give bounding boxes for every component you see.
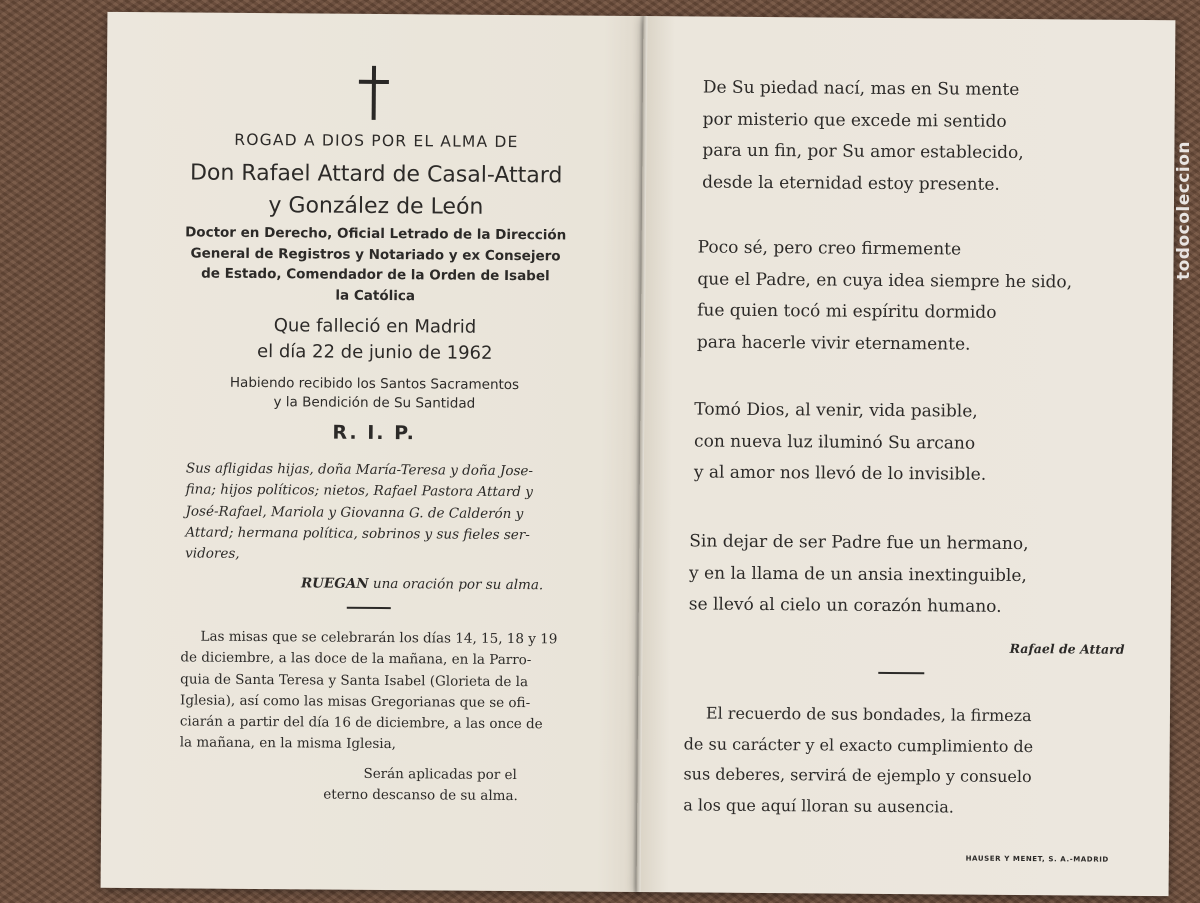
family-line: vidores, [185,545,240,563]
poem-line: se llevó al cielo un corazón humano. [688,594,1002,617]
family-line: Sus afligidas hijas, doña María-Teresa y doña Jose- [185,460,534,480]
sacraments-line1: Habiendo recibido los Santos Sacramentos [229,374,520,394]
masses-line: quia de Santa Teresa y Santa Isabel (Glorieta de la [180,671,529,690]
family-line: José-Rafael, Mariola y Giovanna G. de Calderón y [185,503,524,522]
closing-line: de su carácter y el exacto cumplimiento de [683,733,1034,756]
closing-line: sus deberes, servirá de ejemplo y consuelo [683,764,1032,787]
left-page [101,12,648,892]
poem-line: con nueva luz iluminó Su arcano [694,430,976,454]
deceased-name-line1: Don Rafael Attard de Casal-Attard [189,160,563,189]
titles-line: General de Registros y Notariado y ex Consejero [190,244,561,264]
masses-line: de diciembre, a las doce de la mañana, en la Parro- [180,649,532,669]
family-line: fina; hijos políticos; nietos, Rafael Pastora Attard y [185,481,533,501]
poem-line: fue quien tocó mi espíritu dormido [697,300,997,323]
poem-line: que el Padre, en cuya idea siempre he sido, [697,268,1073,292]
closing-line: a los que aquí lloran su ausencia. [683,794,954,816]
masses-line: Las misas que se celebrarán los días 14, 15, 18 y 19 [200,628,558,648]
family-line: Attard; hermana política, sobrinos y sus fieles ser- [185,524,530,544]
divider [878,672,924,674]
printer-credit: HAUSER Y MENET, S. A.-MADRID [965,854,1109,864]
divider [347,607,391,609]
rip-text: R. I. P. [332,421,416,445]
request-line [301,575,543,593]
applied-line1: Serán aplicadas por el [363,765,517,784]
poem-stanza-2 [697,232,1073,361]
family-block [185,458,586,568]
masses-line: ciarán a partir del día 16 de diciembre, a las once de [179,713,543,733]
memorial-card [101,12,1176,896]
masses-block [180,626,591,757]
applied-line2: eterno descanso de su alma. [323,786,518,805]
titles-line: Doctor en Derecho, Oficial Letrado de la Dirección [185,224,567,244]
poem-line: De Su piedad nací, mas en Su mente [702,77,1020,100]
closing-line: El recuerdo de sus bondades, la firmeza [705,703,1032,726]
poem-line: para hacerle vivir eternamente. [696,331,971,355]
titles-line: la Católica [335,287,416,304]
poem-line: Poco sé, pero creo firmemente [697,237,962,260]
poem-stanza-1 [702,72,1024,201]
sacraments-line2: y la Bendición de Su Santidad [273,394,476,412]
masses-line: Iglesia), así como las misas Gregorianas que se ofi- [179,692,531,712]
poem-line: desde la eternidad estoy presente. [702,171,1000,195]
death-line2: el día 22 de junio de 1962 [257,341,493,364]
closing-block [683,698,1033,823]
right-page [637,16,1176,896]
poem-stanza-3 [694,394,987,491]
cross-icon [359,66,389,120]
poem-line: y en la llama de un ansia inextinguible, [688,562,1027,586]
titles-line: de Estado, Comendador de la Orden de Isabel [201,265,550,285]
titles-block [165,222,586,307]
request-bold: RUEGAN [300,575,369,592]
poem-line: Sin dejar de ser Padre fue un hermano, [689,531,1029,555]
poem-line: para un fin, por Su amor establecido, [702,140,1024,164]
watermark-text: todocoleccion [1174,140,1194,280]
poem-stanza-4 [689,526,1029,623]
poem-line: y al amor nos llevó de lo invisible. [693,462,987,485]
header-text: ROGAD A DIOS POR EL ALMA DE [234,130,519,152]
deceased-name-line2: y González de León [268,193,484,220]
masses-line: la mañana, en la misma Iglesia, [179,734,397,753]
request-rest: una oración por su alma. [368,575,544,594]
death-line1: Que falleció en Madrid [273,315,477,338]
poem-line: Tomó Dios, al venir, vida pasible, [694,399,978,422]
poem-signature: Rafael de Attard [1009,640,1125,657]
poem-line: por misterio que excede mi sentido [702,108,1007,132]
